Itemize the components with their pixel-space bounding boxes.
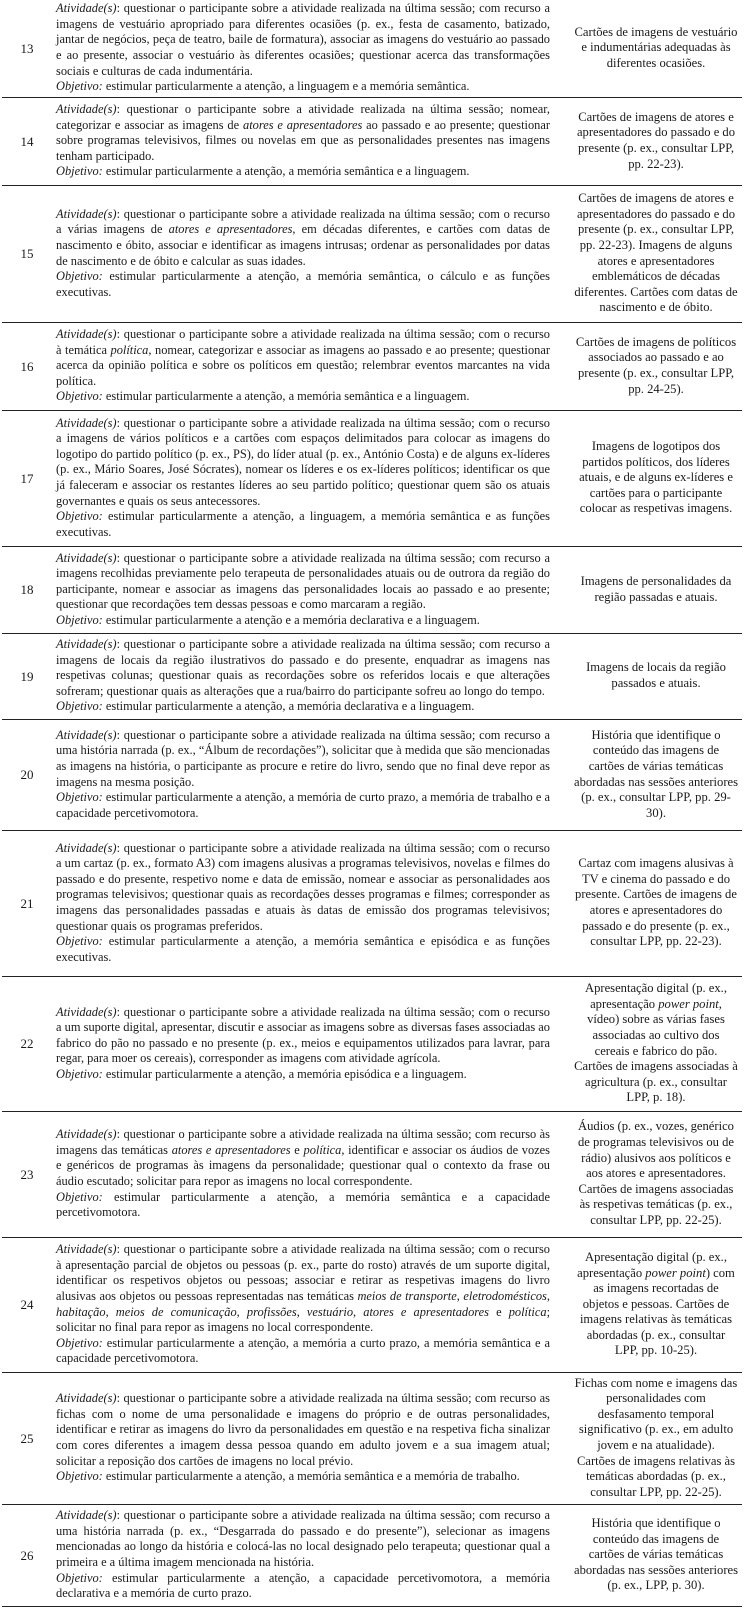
materials-cell bbox=[558, 855, 742, 952]
activity-theme-text: política bbox=[110, 342, 149, 357]
activity-text: , bbox=[296, 1304, 307, 1319]
materials-text: Imagens de personalidades da região passadas e atuais. bbox=[580, 573, 732, 604]
session-number: 18 bbox=[20, 582, 34, 598]
activity-cell bbox=[48, 727, 558, 824]
activity-text: : questionar o participante sobre a atividade realizada na última sessão; com recurso a uma história narrada (p. ex., “Álbum de recordações”), solicitar que à medida que são mencionadas as imagens na história, o participante as procure e retire do livro, sendo que no final deve repor as imagens na mesma posição. bbox=[56, 727, 550, 789]
activity-cell bbox=[48, 1004, 558, 1085]
session-number: 14 bbox=[20, 133, 34, 149]
materials-text: Fichas com nome e imagens das personalidades com desfasamento temporal significativo (p. ex., em adulto jovem e na atualidade). bbox=[574, 1375, 738, 1452]
activity-text: , bbox=[236, 1304, 247, 1319]
objective-text: estimular particularmente a atenção, a memória semântica e episódica e as funções executivas. bbox=[56, 934, 550, 964]
materials-text: Cartões de imagens de políticos associados ao passado e ao presente (p. ex., consultar LPP, pp. 24-25). bbox=[575, 334, 737, 396]
session-number: 26 bbox=[20, 1547, 34, 1563]
activity-label: Atividade(s) bbox=[56, 1242, 117, 1257]
objective-description bbox=[56, 1190, 550, 1221]
session-number: 13 bbox=[20, 40, 34, 56]
activity-label: Atividade(s) bbox=[56, 550, 117, 565]
materials-text-part: power point bbox=[645, 1265, 706, 1280]
materials-extra-text: Cartões de imagens relativas às temáticas abordadas (p. ex., consultar LPP, pp. 22-25). bbox=[576, 1453, 736, 1499]
objective-description bbox=[56, 699, 550, 715]
session-number: 22 bbox=[20, 1036, 34, 1052]
materials-text-part: power point bbox=[658, 996, 719, 1011]
table-row bbox=[2, 547, 742, 634]
activity-theme-text: atores e apresentadores bbox=[363, 1304, 489, 1319]
activity-label: Atividade(s) bbox=[56, 1, 117, 16]
table-row bbox=[2, 1373, 742, 1505]
objective-label: Objetivo: bbox=[56, 1335, 103, 1350]
activity-text: : questionar o participante sobre a atividade realizada na última sessão; com o recurso a várias imagens de bbox=[56, 206, 550, 237]
activity-description bbox=[56, 637, 550, 699]
activity-label: Atividade(s) bbox=[56, 1391, 117, 1406]
materials-text bbox=[574, 981, 738, 1059]
materials-cell bbox=[558, 1249, 742, 1361]
materials-cell bbox=[558, 573, 742, 607]
objective-text: estimular particularmente a atenção, a memória semântica e a linguagem. bbox=[102, 164, 470, 179]
materials-text: Imagens de locais da região passados e atuais. bbox=[586, 660, 726, 690]
table-row bbox=[2, 411, 742, 547]
table-row bbox=[2, 186, 742, 323]
table-row bbox=[2, 1112, 742, 1238]
materials-cell bbox=[558, 980, 742, 1108]
materials-cell bbox=[558, 190, 742, 318]
activity-text: ao passado e ao presente; questionar sobre programas televisivos, filmes ou novelas em que as personalidades presentes nas imagens tenham participado. bbox=[56, 117, 551, 163]
activity-description bbox=[56, 102, 550, 164]
activity-theme-text: habitação bbox=[56, 1304, 106, 1319]
activity-label: Atividade(s) bbox=[56, 327, 117, 342]
activity-cell bbox=[48, 415, 558, 543]
session-number: 19 bbox=[20, 668, 34, 684]
objective-text: estimular particularmente a atenção, a capacidade percetivomotora, a memória declarativa e a memória de curto prazo. bbox=[56, 1570, 550, 1601]
activity-cell bbox=[48, 0, 558, 97]
objective-description bbox=[56, 509, 550, 540]
objective-text: estimular particularmente a atenção, a memória episódica e a linguagem. bbox=[102, 1066, 467, 1081]
objective-label: Objetivo: bbox=[56, 699, 103, 714]
objective-description bbox=[56, 1336, 550, 1367]
materials-text-part: ) com as imagens recortadas de objetos e pessoas. Cartões de imagens relativas às temáticas abordadas (p. ex., consultar LPP, pp. 10-25). bbox=[579, 1265, 735, 1358]
materials-text: Imagens de logotipos dos partidos políticos, dos líderes atuais, e de alguns ex-líderes e cartões para o participante colocar as respetivas imagens. bbox=[579, 439, 733, 516]
activity-label: Atividade(s) bbox=[56, 1004, 117, 1019]
objective-description bbox=[56, 164, 550, 180]
activity-cell bbox=[48, 636, 558, 717]
objective-text: estimular particularmente a atenção e a memória declarativa e a linguagem. bbox=[102, 612, 480, 627]
objective-text: estimular particularmente a atenção, a memória semântica e a memória de trabalho. bbox=[102, 1469, 520, 1484]
session-number: 16 bbox=[20, 358, 34, 374]
activity-label: Atividade(s) bbox=[56, 206, 117, 221]
materials-cell bbox=[558, 1515, 742, 1596]
materials-cell bbox=[558, 659, 742, 693]
materials-cell bbox=[558, 438, 742, 519]
activity-label: Atividade(s) bbox=[56, 727, 117, 742]
session-number: 17 bbox=[20, 470, 34, 486]
activity-description bbox=[56, 1005, 550, 1067]
activity-text: , nomear, categorizar e associar as imagens ao passado e ao presente; questionar acerca da opinião política e sobre os políticos em questão; relembrar eventos marcantes na vida política. bbox=[56, 342, 550, 388]
activity-cell bbox=[48, 1241, 558, 1369]
activity-theme-text: política bbox=[303, 1142, 342, 1157]
activity-cell bbox=[48, 326, 558, 407]
activity-label: Atividade(s) bbox=[56, 840, 117, 855]
materials-text: Cartões de imagens de atores e apresentadores do passado e do presente (p. ex., consultar LPP, pp. 22-23). Imagens de alguns atores e apresentadores emblemáticos de décadas diferentes. Cartões com datas de nascimento e de óbito. bbox=[574, 191, 738, 315]
objective-label: Objetivo: bbox=[56, 1570, 103, 1585]
activity-label: Atividade(s) bbox=[56, 415, 117, 430]
activity-description bbox=[56, 1, 550, 79]
activity-theme-text: política bbox=[508, 1304, 547, 1319]
objective-description bbox=[56, 1067, 550, 1083]
table-row bbox=[2, 98, 742, 186]
materials-text: Cartões de imagens de atores e apresentadores do passado e do presente (p. ex., consultar LPP, pp. 22-23). bbox=[576, 109, 736, 171]
activity-text: : questionar o participante sobre a atividade realizada na última sessão; com recurso a imagens recolhidas previamente pelo terapeuta de personalidades atuais ou de outrora da região do participante, nomear e associar as imagens das personalidades locais ao passado e ao presente; questionar que recordações tem dessas pessoas e como marcaram a região. bbox=[56, 550, 550, 612]
objective-label: Objetivo: bbox=[56, 269, 103, 284]
activity-text: e bbox=[488, 1304, 509, 1319]
activity-cell bbox=[48, 1390, 558, 1487]
table-row bbox=[2, 977, 742, 1112]
activity-cell bbox=[48, 101, 558, 182]
activity-cell bbox=[48, 550, 558, 631]
activity-description bbox=[56, 1242, 550, 1336]
activity-description bbox=[56, 841, 550, 935]
session-number: 21 bbox=[20, 895, 34, 911]
objective-description bbox=[56, 1469, 550, 1485]
materials-cell bbox=[558, 727, 742, 824]
activity-text: , bbox=[105, 1304, 116, 1319]
activity-description bbox=[56, 1508, 550, 1570]
session-number: 15 bbox=[20, 246, 34, 262]
materials-cell bbox=[558, 109, 742, 174]
table-row bbox=[2, 720, 742, 831]
activity-description bbox=[56, 416, 550, 510]
activity-text: : questionar o participante sobre a atividade realizada na última sessão; nomear, categorizar e associar as imagens de bbox=[56, 102, 550, 132]
activity-text: , bbox=[546, 1288, 550, 1303]
activity-text: : questionar o participante sobre a atividade realizada na última sessão; com recurso a imagens de locais da região ilustrativos do passado e do presente, enquadrar as imagens nas respetivas colunas; questionar quais as recordações sobre os referidos locais e que alterações sofreram; questionar quais as alterações que a rua/bairro do participante sofreu ao longo do tempo. bbox=[56, 637, 550, 698]
objective-description bbox=[56, 79, 550, 95]
objective-label: Objetivo: bbox=[56, 934, 103, 949]
materials-text: História que identifique o conteúdo das imagens de cartões de várias temáticas abordadas nas sessões anteriores (p. ex., consultar LPP, pp. 29-30). bbox=[574, 727, 739, 820]
table-row bbox=[2, 0, 742, 98]
materials-cell bbox=[558, 334, 742, 399]
activity-label: Atividade(s) bbox=[56, 637, 117, 652]
objective-text: estimular particularmente a atenção, a memória semântica e a capacidade percetivomotora. bbox=[56, 1189, 550, 1220]
objective-text: estimular particularmente a atenção, a linguagem, a memória semântica e as funções executivas. bbox=[56, 509, 550, 539]
materials-text bbox=[574, 1250, 738, 1359]
objective-label: Objetivo: bbox=[56, 509, 103, 524]
objective-text: estimular particularmente a atenção, a memória semântica, o cálculo e as funções executivas. bbox=[56, 269, 550, 299]
objective-label: Objetivo: bbox=[56, 612, 103, 627]
activity-text: ; solicitar no final para repor as imagens no local correspondente. bbox=[56, 1304, 551, 1335]
table-row bbox=[2, 634, 742, 720]
activity-description bbox=[56, 1127, 550, 1189]
activity-text: : questionar o participante sobre a atividade realizada na última sessão; com o recurso a um cartaz (p. ex., formato A3) com imagens alusivas a programas televisivos, novelas e filmes do passado e do presente, respetivo nome e data de emissão, nomear e associar as personalidades aos programas televisivos; questionar quais as recordações desses programas e filmes; corresponder as imagens das personalidades passadas e atuais às datas de emissão dos programas televisivos; questionar quais os programas preferidos. bbox=[56, 840, 550, 933]
activity-theme-text: atores e apresentadores bbox=[243, 117, 363, 132]
activity-text: , identificar e associar os áudios de vozes e genéricos de programas às imagens da personalidade; questionar qual o contexto da frase ou áudio escutado; solicitar para repor as imagens no local correspondente. bbox=[56, 1142, 550, 1188]
objective-description bbox=[56, 934, 550, 965]
objective-description bbox=[56, 613, 550, 629]
activity-description bbox=[56, 1391, 550, 1469]
objective-description bbox=[56, 790, 550, 821]
objective-label: Objetivo: bbox=[56, 790, 103, 805]
objective-description bbox=[56, 1571, 550, 1602]
activity-description bbox=[56, 728, 550, 790]
table-row bbox=[2, 1238, 742, 1373]
activity-theme-text: meios de transporte bbox=[357, 1288, 457, 1303]
materials-extra-text: Cartões de imagens associadas à agricultura (p. ex., consultar LPP, p. 18). bbox=[574, 1059, 738, 1105]
activity-text: : questionar o participante sobre a atividade realizada na última sessão; com o recurso a imagens de vários políticos e a cartões com espaços delimitados para colocar as imagens do logotipo do partido político (p. ex., PS), do líder atual (p. ex., António Costa) e de alguns ex-líderes (p. ex., Mário Soares, José Sócrates), nomear os líderes e os ex-líderes políticos; identificar os que já faleceram e associar os restantes líderes ao seu partido político; questionar quem são os atuais governantes e quais os seus antecessores. bbox=[56, 415, 550, 508]
activity-text: : questionar o participante sobre a atividade realizada na última sessão; com recurso as fichas com o nome de uma personalidade e imagens do próprio e de outras personalidades, identificar e retirar as imagens do livro da personalidades em questão e na respetiva ficha sinalizar com cores diferentes a imagem dessa pessoa quando em adulto jovem e a sua imagem atual; solicitar a reposição dos cartões de imagens no local prévio. bbox=[56, 1391, 550, 1468]
objective-text: estimular particularmente a atenção, a memória de curto prazo, a memória de trabalho e a capacidade percetivomotora. bbox=[56, 790, 550, 820]
activity-theme-text: eletrodomésticos bbox=[463, 1288, 547, 1303]
materials-text-part: Apresentação digital (p. ex., apresentação bbox=[577, 1249, 727, 1280]
session-number: 25 bbox=[20, 1430, 34, 1446]
activity-text: : questionar o participante sobre a atividade realizada na última sessão; com o recurso à apresentação parcial de objetos ou pessoas (p. ex., parte do rosto) através de um suporte digital, identificar os respetivos objetos ou pessoas; associar e retirar as respetivas imagens do livro alusivas aos objetos ou pessoas representadas nas temáticas bbox=[56, 1242, 550, 1303]
table-row bbox=[2, 831, 742, 977]
objective-label: Objetivo: bbox=[56, 1066, 103, 1081]
activity-cell bbox=[48, 840, 558, 968]
objective-label: Objetivo: bbox=[56, 79, 103, 94]
activity-theme-text: profissões bbox=[246, 1304, 297, 1319]
objective-description bbox=[56, 269, 550, 300]
objective-text: estimular particularmente a atenção, a memória declarativa e a linguagem. bbox=[102, 699, 475, 714]
activity-text: , bbox=[456, 1288, 464, 1303]
activity-description bbox=[56, 551, 550, 613]
objective-text: estimular particularmente a atenção, a memória semântica e a linguagem. bbox=[102, 389, 470, 404]
session-number: 20 bbox=[20, 767, 34, 783]
objective-label: Objetivo: bbox=[56, 1469, 103, 1484]
session-number: 24 bbox=[20, 1297, 34, 1313]
activity-text: , em décadas diferentes, e cartões com datas de nascimento e óbito, associar e identificar as imagens intrusas; ordenar as personalidades por datas de nascimento e de óbito e calcular as suas idades. bbox=[56, 222, 550, 268]
materials-text: Áudios (p. ex., vozes, genérico de programas televisivos ou de rádio) alusivos aos políticos e aos atores e apresentadores. bbox=[578, 1119, 734, 1181]
activities-table bbox=[2, 0, 742, 1607]
activity-text: e bbox=[290, 1142, 304, 1157]
activity-label: Atividade(s) bbox=[56, 1508, 117, 1523]
materials-text: Cartões de imagens de vestuário e indumentárias adequadas às diferentes ocasiões. bbox=[574, 24, 738, 70]
objective-text: estimular particularmente a atenção, a linguagem e a memória semântica. bbox=[102, 79, 470, 94]
objective-label: Objetivo: bbox=[56, 164, 103, 179]
activity-text: : questionar o participante sobre a atividade realizada na última sessão; com o recurso a um suporte digital, apresentar, discutir e associar as imagens sobre as diversas fases associadas ao fabrico do pão no passado e no presente (p. ex., meios e equipamentos utilizados para lavrar, para regar, para moer os cereais), corresponder as imagens com atividade agrícola. bbox=[56, 1004, 550, 1066]
activity-cell bbox=[48, 206, 558, 303]
materials-extra-text: Cartões de imagens associadas às respetivas temáticas (p. ex., consultar LPP, pp. 22-25). bbox=[578, 1181, 734, 1227]
activity-text: : questionar o participante sobre a atividade realizada na última sessão; com recurso às imagens das temáticas bbox=[56, 1127, 550, 1157]
activity-theme-text: atores e apresentadores bbox=[171, 1142, 291, 1157]
objective-label: Objetivo: bbox=[56, 1189, 103, 1204]
objective-description bbox=[56, 389, 550, 405]
activity-text: : questionar o participante sobre a atividade realizada na última sessão; com recurso a imagens de vestuário apropriado para diferentes ocasiões (p. ex., festa de casamento, batizado, jantar de negócios, peça de teatro, baile de formatura), associar as imagens do vestuário ao passado e ao presente, associar o vestuário às diferentes ocasiões; questionar acerca das transformações sociais e culturas de cada indumentária. bbox=[56, 1, 550, 78]
activity-theme-text: atores e apresentadores bbox=[168, 222, 293, 237]
activity-label: Atividade(s) bbox=[56, 1127, 117, 1142]
activity-theme-text: meios de comunicação bbox=[115, 1304, 237, 1319]
table-row bbox=[2, 1505, 742, 1607]
materials-cell bbox=[558, 1118, 742, 1230]
materials-text: Cartaz com imagens alusivas à TV e cinema do passado e do presente. Cartões de imagens de atores e apresentadores do passado e do presente (p. ex., consultar LPP, pp. 22-23). bbox=[575, 856, 737, 949]
materials-cell bbox=[558, 24, 742, 74]
activity-description bbox=[56, 207, 550, 269]
materials-text-part: Apresentação digital (p. ex., apresentação bbox=[585, 981, 727, 1011]
activity-text: : questionar o participante sobre a atividade realizada na última sessão; com recurso a uma história narrada (p. ex., “Desgarrada do passado e do presente”), selecionar as imagens mencionadas ao longo da história e colocá-las no local designado pelo terapeuta; questionar qual a primeira e a última imagem mencionada na história. bbox=[56, 1508, 550, 1569]
session-number: 23 bbox=[20, 1166, 34, 1182]
activity-cell bbox=[48, 1507, 558, 1604]
activity-text: , bbox=[353, 1304, 364, 1319]
table-row bbox=[2, 323, 742, 411]
materials-text-part: , vídeo) sobre as várias fases associadas ao cultivo dos cereais e fabrico do pão. bbox=[587, 996, 725, 1058]
activity-cell bbox=[48, 1126, 558, 1223]
activity-theme-text: vestuário bbox=[306, 1304, 354, 1319]
activity-description bbox=[56, 327, 550, 389]
materials-text: História que identifique o conteúdo das imagens de cartões de várias temáticas abordadas nas sessões anteriores (p. ex., LPP, p. 30). bbox=[574, 1516, 739, 1593]
objective-text: estimular particularmente a atenção, a memória a curto prazo, a memória semântica e a capacidade percetivomotora. bbox=[56, 1335, 550, 1366]
materials-cell bbox=[558, 1375, 742, 1503]
objective-label: Objetivo: bbox=[56, 389, 103, 404]
activity-label: Atividade(s) bbox=[56, 102, 117, 117]
activity-text: : questionar o participante sobre a atividade realizada na última sessão; com o recurso à temática bbox=[56, 327, 550, 357]
